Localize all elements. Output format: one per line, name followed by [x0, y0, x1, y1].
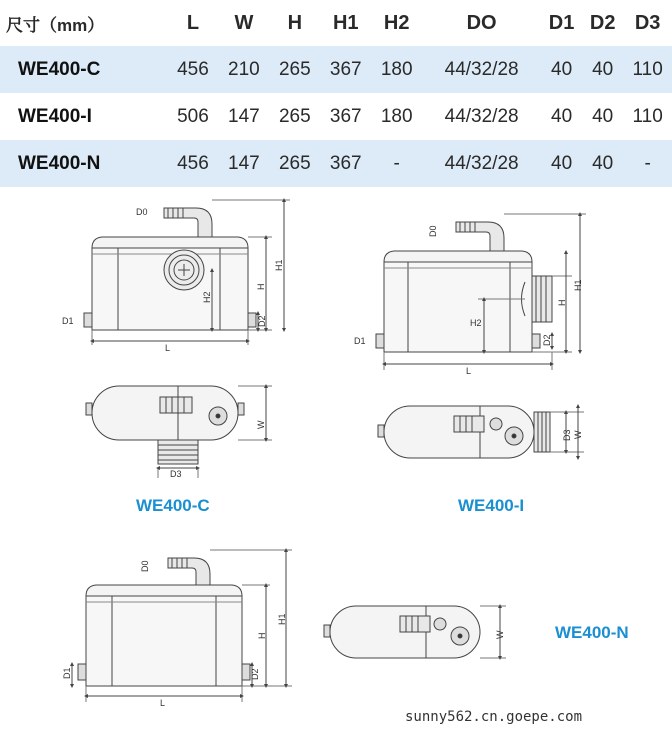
value-cell: 265	[278, 58, 311, 80]
we400-i-top-labels	[562, 429, 583, 441]
label-h2: H2	[470, 318, 482, 328]
col-header-w: W	[234, 11, 254, 34]
value-cell: 44/32/28	[444, 152, 519, 174]
col-header-do: DO	[466, 11, 497, 34]
label-h: H	[257, 632, 267, 639]
value-cell: 456	[177, 152, 209, 174]
label-l: L	[160, 698, 166, 708]
label-h: H	[256, 283, 266, 290]
col-header-h: H	[287, 11, 303, 34]
value-cell: 147	[228, 105, 260, 127]
value-cell: 456	[177, 58, 209, 80]
we400-i-top-view	[378, 406, 584, 458]
we400-c-top-view	[86, 386, 272, 478]
value-cell: 40	[551, 152, 573, 174]
model-cell: WE400-I	[18, 105, 92, 127]
value-cell: 367	[329, 105, 362, 127]
label-h: H	[557, 299, 567, 306]
label-d2: D2	[542, 334, 552, 346]
watermark: sunny562.cn.goepe.com	[405, 709, 583, 725]
label-w: W	[573, 430, 583, 439]
value-cell: 40	[551, 105, 573, 127]
label-d0: D0	[136, 207, 148, 217]
label-d2: D2	[250, 668, 260, 680]
value-cell: 367	[329, 58, 362, 80]
value-cell: 44/32/28	[444, 105, 519, 127]
label-h1: H1	[274, 259, 284, 271]
label-h1: H1	[277, 613, 287, 625]
label-h1: H1	[573, 279, 583, 291]
value-cell: 40	[592, 58, 614, 80]
model-cell: WE400-N	[18, 152, 101, 174]
model-cell: WE400-C	[18, 58, 101, 80]
value-cell: 265	[278, 105, 311, 127]
label-h2: H2	[202, 291, 212, 303]
label-d3: D3	[562, 429, 572, 441]
we400-n-top-view	[324, 606, 506, 658]
value-cell: -	[393, 152, 400, 174]
label-w: W	[495, 630, 505, 639]
caption-we400-i: WE400-I	[458, 496, 525, 515]
value-cell: 40	[592, 105, 614, 127]
label-d2: D2	[257, 315, 267, 327]
value-cell: 110	[632, 105, 663, 127]
value-cell: 367	[329, 152, 362, 174]
col-header-d2: D2	[589, 11, 616, 34]
unit-header: 尺寸（mm）	[6, 15, 105, 35]
value-cell: 180	[380, 105, 413, 127]
value-cell: 265	[278, 152, 311, 174]
caption-we400-c: WE400-C	[136, 496, 210, 515]
col-header-h1: H1	[332, 11, 359, 34]
value-cell: 40	[592, 152, 614, 174]
col-header-l: L	[186, 11, 200, 34]
col-header-h2: H2	[383, 11, 410, 34]
value-cell: 110	[632, 58, 663, 80]
label-d1: D1	[354, 336, 366, 346]
value-cell: -	[644, 152, 651, 174]
caption-we400-n: WE400-N	[555, 623, 629, 642]
value-cell: 40	[551, 58, 573, 80]
label-d0: D0	[140, 560, 150, 572]
we400-i-side-view	[376, 214, 586, 370]
label-d0: D0	[428, 225, 438, 237]
label-w: W	[256, 420, 266, 429]
label-d1: D1	[62, 667, 72, 679]
label-l: L	[165, 343, 171, 353]
value-cell: 147	[228, 152, 260, 174]
value-cell: 506	[177, 105, 209, 127]
value-cell: 180	[380, 58, 413, 80]
value-cell: 44/32/28	[444, 58, 519, 80]
col-header-d1: D1	[548, 11, 575, 34]
we400-n-top-labels	[495, 630, 505, 639]
col-header-d3: D3	[634, 11, 661, 34]
value-cell: 210	[228, 58, 260, 80]
label-l: L	[466, 366, 472, 376]
label-d3: D3	[170, 469, 182, 479]
label-d1: D1	[62, 316, 74, 326]
